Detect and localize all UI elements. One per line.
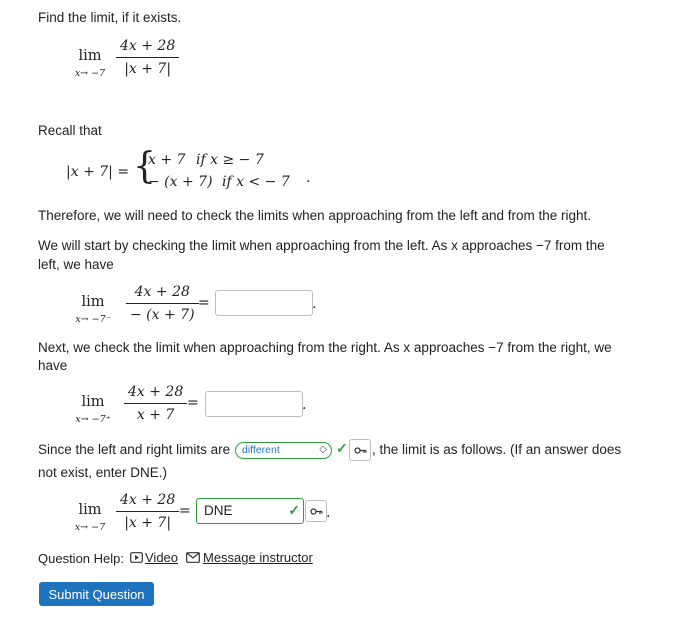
left-limit-answer-input[interactable] — [215, 290, 313, 316]
lim-word: lim — [78, 502, 102, 518]
select-value: different — [242, 444, 280, 456]
right-limit-answer-input[interactable] — [205, 391, 303, 417]
answer-value: DNE — [204, 503, 233, 518]
piecewise-brace: { — [133, 146, 156, 187]
case2-expr: − (x + 7) — [148, 174, 213, 190]
numerator: 4x + 28 — [128, 384, 184, 400]
recall-period: . — [306, 170, 311, 186]
conclusion-text-before: Since the left and right limits are — [38, 442, 231, 457]
key-icon[interactable] — [305, 500, 327, 522]
lim-subscript: x→ −7⁺ — [75, 414, 111, 425]
case2-cond: if x < − 7 — [222, 174, 290, 190]
envelope-icon — [186, 552, 200, 563]
right-text-line2: have — [38, 358, 68, 373]
limit-main — [68, 48, 112, 79]
case1-cond: if x ≥ − 7 — [196, 152, 264, 168]
checkmark-icon: ✓ — [336, 440, 348, 456]
fraction-right — [124, 384, 187, 423]
video-icon — [130, 552, 143, 563]
checkmark-icon: ✓ — [288, 502, 300, 518]
right-text-line1: Next, we check the limit when approaching from the right. As x approaches −7 from the right, we — [38, 340, 612, 355]
numerator: 4x + 28 — [134, 284, 190, 300]
left-text-line2: left, we have — [38, 257, 114, 272]
equals-sign: = — [198, 295, 210, 311]
lim-subscript: x→ −7 — [74, 522, 106, 533]
denominator: x + 7 — [124, 403, 187, 423]
limit-right — [68, 394, 118, 425]
equals-sign: = — [179, 503, 191, 519]
final-limit-answer-input[interactable] — [196, 498, 304, 524]
question-prompt: Find the limit, if it exists. — [38, 10, 182, 25]
recall-label: Recall that — [38, 123, 102, 138]
numerator: 4x + 28 — [120, 492, 176, 508]
conclusion-text-line2: not exist, enter DNE.) — [38, 465, 168, 480]
right-period: . — [302, 397, 307, 413]
conclusion-text-after: , the limit is as follows. (If an answer does — [372, 442, 622, 457]
left-period: . — [312, 296, 317, 312]
limit-final — [68, 502, 112, 533]
message-instructor-link[interactable]: Message instructor — [186, 550, 313, 565]
select-arrows-icon: ◇ — [319, 444, 327, 455]
denominator: − (x + 7) — [126, 303, 199, 323]
fraction-final — [116, 492, 179, 531]
fraction-left — [126, 284, 199, 323]
lim-word: lim — [81, 294, 105, 310]
lim-word: lim — [81, 394, 105, 410]
fraction-main — [116, 38, 179, 77]
abs-lhs: |x + 7| = — [66, 164, 130, 180]
denominator: |x + 7| — [116, 57, 179, 77]
equals-sign: = — [187, 395, 199, 411]
numerator: 4x + 28 — [120, 38, 176, 54]
lim-subscript: x→ −7 — [74, 68, 106, 79]
question-help-label: Question Help: — [38, 551, 124, 566]
lim-word: lim — [78, 48, 102, 64]
submit-question-button[interactable]: Submit Question — [39, 582, 154, 606]
video-link[interactable]: Video — [130, 550, 178, 565]
key-icon[interactable] — [349, 439, 371, 461]
limits-comparison-select[interactable] — [235, 442, 332, 459]
final-period: . — [326, 505, 331, 521]
left-text-line1: We will start by checking the limit when approaching from the left. As x approaches −7 from the — [38, 238, 605, 253]
limit-left — [68, 294, 118, 325]
denominator: |x + 7| — [116, 511, 179, 531]
case1-expr: x + 7 — [148, 152, 186, 168]
therefore-text: Therefore, we will need to check the limits when approaching from the left and from the right. — [38, 208, 592, 223]
lim-subscript: x→ −7⁻ — [75, 314, 111, 325]
